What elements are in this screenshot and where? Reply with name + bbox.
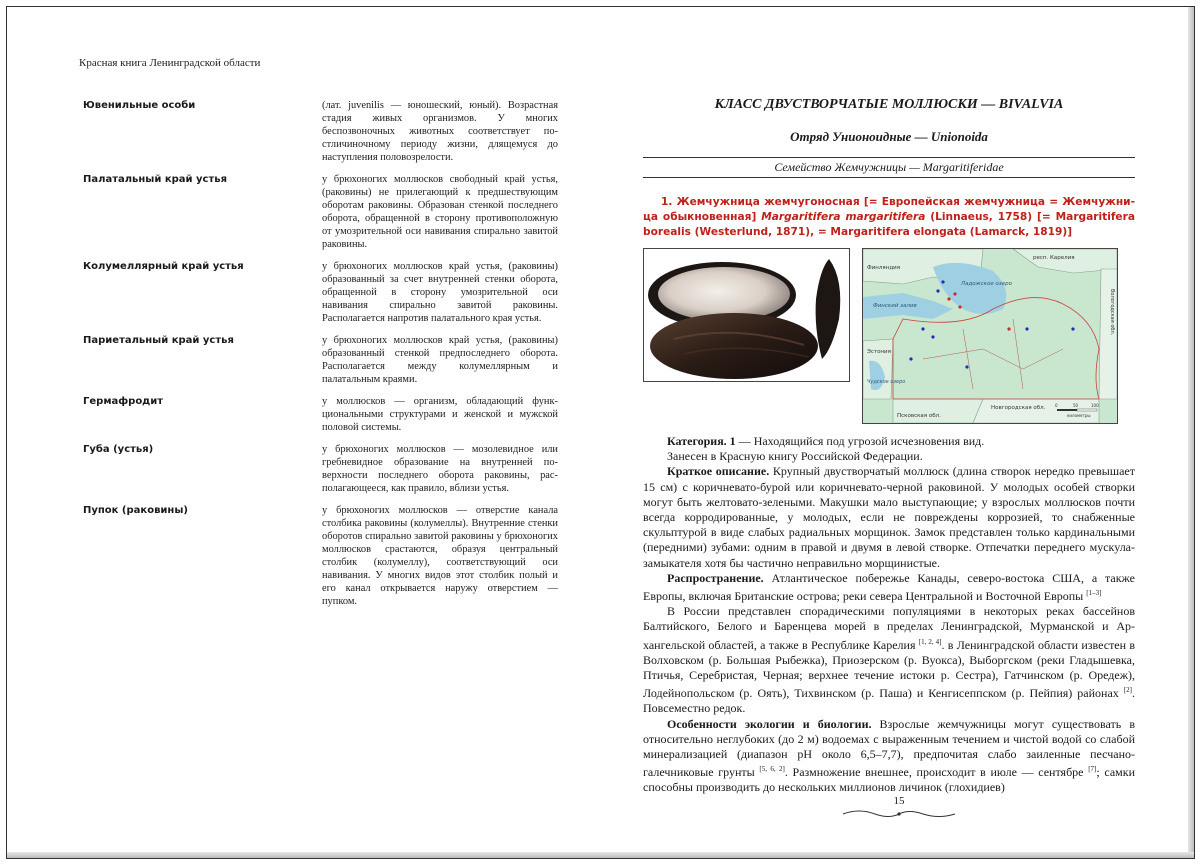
map-label-ladoga: Ладожское озеро <box>961 281 1013 287</box>
category-text: — Находящийся под угрозой исчезновения вид. <box>735 434 985 448</box>
glossary-definition: (лат. juvenilis — юношеский, юный). Возрастная стадия живых организмов. У многих беспозвоночных животных соответствует постличиночному периоду жизни, длящемуся до наступления половозрелости. <box>322 100 558 163</box>
distribution-map <box>862 248 1118 424</box>
map-label-estonia: Эстония <box>867 349 891 355</box>
description-label: Краткое описание. <box>667 464 770 479</box>
ecology-text: Взрослые жемчужницы могут существовать в относительно неглубоких (до 2 м) водоемах с выраженным течением и чистой водой со слабой минерализацией (диапазон pH около 6,5–7,7), предпочитая слабо заиленные песчано-галечниковые грунты <box>643 716 1135 780</box>
family-title: Семейство Жемчужницы — Margaritiferidae <box>643 157 1135 178</box>
glossary-term: Гермафродит <box>83 396 164 407</box>
map-label-novgorod: Новгородская обл. <box>991 405 1046 411</box>
glossary-definition: у моллюсков — организм, обладающий функциональными структурами и женской и мужской половой системы. <box>322 396 558 433</box>
page-edge-shadow-bottom <box>7 852 1194 858</box>
distribution-label: Распространение. <box>667 570 764 585</box>
book-spread <box>6 6 1195 859</box>
citation: [1–3] <box>1086 589 1102 598</box>
ecology-label: Особенности экологии и биологии. <box>667 716 872 731</box>
description-text: Крупный двустворчатый моллюск (длина створок нередко превышает 15 см) с коричневато-бурой или коричневато-черной раковиной. У молодых особей створки могут быть желтовато-зелеными. Макушки мало выступающие; у взрослых моллюсков почти всегда корродированные, у молодых, если не повреждены коррозией, то снабженные скульптурой в виде слабых радиальных морщинок. Замок представлен только кардинальными (передними) зубами: одним в правой и двумя в левой створке. Отпечатки переднего мускула-замыкателя хотя бы частично неправильно морщинистые. <box>643 464 1135 570</box>
species-latin-name: Margaritifera margaritifera <box>761 211 926 223</box>
citation: [2] <box>1123 686 1132 695</box>
page-number: 15 <box>893 795 905 807</box>
glossary-term: Пупок (раковины) <box>83 505 188 516</box>
glossary-definition: у брюхоногих моллюсков свободный край устья, (раковины) не прилегающий к предшествующим оборотам раковины. Образован стенкой последнего оборота, обращенной в сторону противоположную от умозрительной оси навивания спирально завитой раковины. <box>322 174 558 250</box>
map-scale-50: 50 <box>1073 403 1079 408</box>
species-name: 1. Жемчужница жемчугоносная [= Европейская жемчужница = Жемчужница обыкновенная] <box>643 196 1135 223</box>
map-scale-0: 0 <box>1055 403 1058 408</box>
order-title: Отряд Унионоидные — Unionoida <box>790 129 988 144</box>
glossary-definition: у брюхоногих моллюсков — мозолевидное или гребневидное образование на внутренней поверхности последнего оборота раковины, располагающееся, как правило, вблизи устья. <box>322 444 558 494</box>
map-label-chudskoe: Чудское озеро <box>867 379 906 385</box>
russia-distribution-text: В России представлен спорадическими популяциями в некоторых реках бассейнов Балтийского, Белого и Баренцева морей в пределах Ленинградской, Мурманской и Архангельской областей, а также в Республике Карелия <box>643 604 1135 652</box>
glossary-entry <box>83 173 567 251</box>
species-description <box>643 434 1135 796</box>
page-ornament <box>601 805 1197 824</box>
map-label-vologda: Вологодская обл. <box>1109 289 1115 336</box>
figures-row <box>643 248 1135 424</box>
glossary-term: Ювенильные особи <box>83 100 196 111</box>
glossary-term: Париетальный край устья <box>83 335 234 346</box>
glossary-definition: у брюхоногих моллюсков — отверстие канала столбика раковины (колумеллы). Внутренние стенки оборотов спирально завитой раковины у брюхоногих моллюсков срастаются, образуя центральный столбик (колумеллу), соответствующий оси навивания. У многих видов этот столбик полый и его канал открывается наружу отверстием — пупком. <box>322 505 558 607</box>
side-view-valve <box>816 259 841 359</box>
right-page <box>643 97 1135 796</box>
map-label-gulf: Финский залив <box>873 303 917 309</box>
species-heading <box>643 195 1135 240</box>
larvae-text: ; самки способны производить до нескольких миллионов личинок (глохидиев) <box>643 765 1136 795</box>
category-label: Категория. 1 <box>667 434 736 448</box>
citation: [7] <box>1088 765 1097 774</box>
glossary-entry <box>83 260 567 325</box>
citation: [5, 6, 2] <box>759 765 785 774</box>
map-scale-unit: километры <box>1067 413 1091 418</box>
citation: [1, 2, 4] <box>918 637 942 646</box>
glossary-entry <box>83 504 567 608</box>
shell-photo <box>643 248 850 382</box>
closed-valve <box>650 313 818 379</box>
map-illustration <box>863 249 1117 423</box>
map-label-karelia: респ. Карелия <box>1033 255 1075 261</box>
glossary-term: Палатальный край устья <box>83 174 227 185</box>
glossary-term: Колумеллярный край устья <box>83 261 244 272</box>
leningrad-distribution-text: . в Ленинградской области известен в Волховском (р. Большая Рыбежка), Приозерском (р. Вуокса), Выборгском (реки Гладышевка, Птичья, Серебристая, Черная; верхнее течение истоки р. Сестра), Гатчинском (р. Оредеж), Лодейнопольском (р. Оять), Тихвинском (р. Паша) и Кенгисеппском (р. Пейпия) районах <box>643 637 1136 701</box>
red-book-note: Занесен в Красную книгу Российской Федерации. <box>667 449 923 464</box>
glossary-entry <box>83 443 567 495</box>
glossary-term: Губа (устья) <box>83 444 154 455</box>
glossary <box>83 99 567 617</box>
distribution-text: Атлантическое побережье Канады, северо-востока США, а также Европы, включая Британские острова; реки севера Центральной и Восточной Европы <box>643 570 1135 604</box>
page-edge-shadow <box>1188 7 1194 858</box>
glossary-entry <box>83 99 567 164</box>
shell-illustration <box>644 249 849 381</box>
glossary-definition: у брюхоногих моллюсков край устья, (раковины) образованный за счет внутренней стенки оборота, обращенной в сторону умозрительной оси навивания спирально завитой раковины. Располагается напротив палатального края устья. <box>322 261 558 324</box>
glossary-definition: у брюхоногих моллюсков край устья, (раковины) образованный стенкой предпоследнего оборота. Располагается между колумеллярным и палатальным краями. <box>322 335 558 385</box>
map-scale-100: 100 <box>1091 403 1099 408</box>
glossary-entry <box>83 395 567 434</box>
glossary-entry <box>83 334 567 386</box>
rarity-text: . Повсеместно редок. <box>643 686 1135 716</box>
map-label-finland: Финляндия <box>867 265 901 271</box>
ornament-icon <box>839 808 959 820</box>
class-title: КЛАСС ДВУСТВОРЧАТЫЕ МОЛЛЮСКИ — BIVALVIA <box>714 97 1064 112</box>
running-head: Красная книга Ленинградской области <box>79 57 261 69</box>
map-label-pskov: Псковская обл. <box>897 413 941 419</box>
species-synonyms: (Linnaeus, 1758) [= Margaritifera borealis (Westerlund, 1871), = Margaritifera elongata (Lamarck, 1819)] <box>643 211 1135 238</box>
open-valve-inner <box>658 267 790 321</box>
reproduction-text: . Размножение внешнее, происходит в июле — сентябре <box>784 765 1089 780</box>
